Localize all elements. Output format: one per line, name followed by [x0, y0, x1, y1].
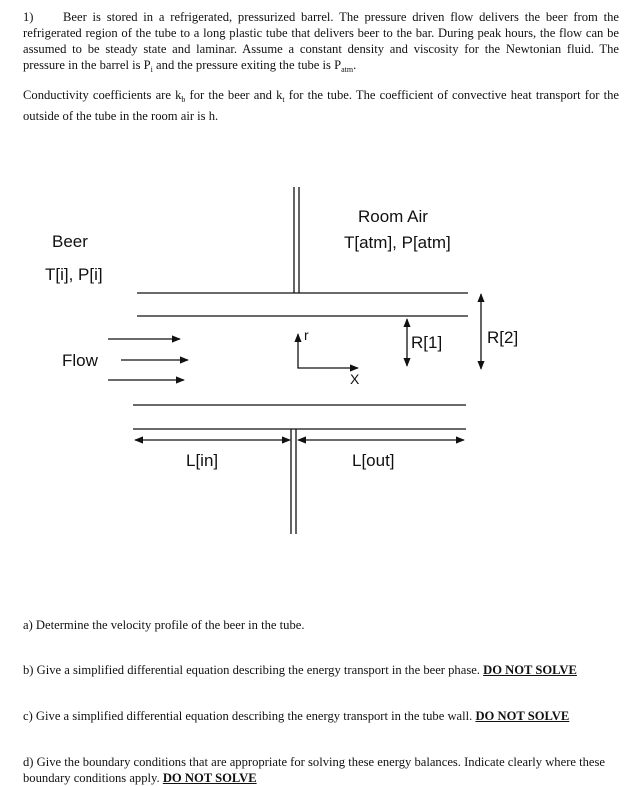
x-axis-label: X [350, 371, 360, 387]
do-not-solve-d: DO NOT SOLVE [162, 771, 257, 785]
lin-label: L[in] [186, 451, 219, 470]
question-b: b) Give a simplified differential equation describing the energy transport in the beer phase. DO NOT SOLVE [23, 663, 577, 677]
conductivity-statement: Conductivity coefficients are $k_b$ for the beer and $k_t$ for the tube. The coefficient of convective heat transport for the outside of the tube in the room air is h. [23, 88, 619, 123]
lout-label: L[out] [352, 451, 395, 470]
question-c: c) Give a simplified differential equation describing the energy transport in the tube wall. DO NOT SOLVE [23, 709, 570, 723]
r-axis-label: r [304, 327, 309, 343]
do-not-solve-b: DO NOT SOLVE [483, 663, 577, 677]
r2-label: R[2] [487, 328, 519, 347]
do-not-solve-c: DO NOT SOLVE [475, 709, 570, 723]
r1-label: R[1] [411, 333, 443, 352]
problem-number: 1) [23, 10, 34, 24]
question-d: d) Give the boundary conditions that are appropriate for solving these energy balances. Indicate clearly where these boundary conditions apply. DO NOT SOLVE [23, 755, 606, 785]
room-air-conditions: T[atm], P[atm] [344, 233, 451, 252]
room-air-label: Room Air [358, 207, 428, 226]
beer-label: Beer [52, 232, 88, 251]
problem-statement: 1) Beer is stored in a refrigerated, pressurized barrel. The pressure driven flow delivers the beer from the refrigerated region of the tube to a long plastic tube that delivers beer to the bar. During peak hours, the flow can be assumed to be steady state and laminar. Assume a constant density and viscosity for the Newtonian fluid. The pressure in the barrel is $P_i$ and the pressure exiting the tube is $P_{atm}$. [23, 10, 619, 74]
flow-label: Flow [62, 351, 98, 370]
question-a: a) Determine the velocity profile of the beer in the tube. [23, 618, 305, 632]
intro-text: Beer is stored in a refrigerated, pressurized barrel. The pressure driven flow delivers the beer from the refrigerated region of the tube to a long plastic tube that delivers beer to the bar. During peak hours, the flow can be assumed to be steady state and laminar. Assume a constant density and viscosity for the Newtonian fluid. The pressure in the barrel is [23, 10, 619, 72]
beer-conditions: T[i], P[i] [45, 265, 103, 284]
